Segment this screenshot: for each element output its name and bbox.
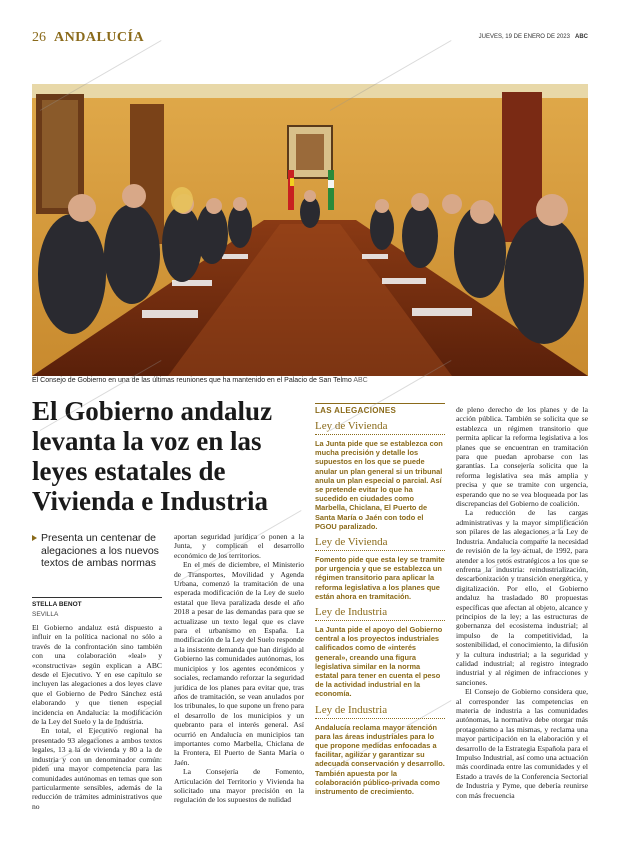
standfirst	[32, 532, 171, 570]
sidebar-kicker: LAS ALEGACIONES	[315, 403, 445, 415]
paragraph: de pleno derecho de los planes y de la acción pública. También se solicita que se establezca un régimen transitorio que permita aplicar la reforma legislativa a los planes que se encuentran en tramitación para que puedan aprobarse con las garantías. La consejería solicita que la reforma legislativa sea más amplia y precisa y que se tramite con urgencia, esperando que no se vea bloqueada por las discrepancias del Gobierno de coalición.	[456, 405, 588, 509]
caption-credit: ABC	[353, 377, 368, 384]
article-headline: El Gobierno andaluz levanta la voz en las leyes estatales de Vivienda e Industria	[32, 396, 273, 516]
sidebar-item-text: La Junta pide el apoyo del Gobierno central a los proyectos industriales calificados como de «interés general», creando una figura legislativa similar en la norma estatal para tener en cuenta el peso de la actividad industrial en la economía.	[315, 625, 443, 699]
paragraph: El Consejo de Gobierno considera que, al corresponder las competencias en materia de industria a las comunidades autónomas, la normativa debe otorgar más protagonismo a las mismas, y reclama una mayor participación en la elaboración y el desarrollo de la Estrategia Española para el Impulso Industrial, así como una actuación más coordinada entre las comunidades y el Estado a través de la Conferencia Sectorial de Industria y Pyme, que debería reunirse con más frecuencia	[456, 687, 588, 800]
article-photo	[32, 84, 588, 376]
sidebar-item-text: La Junta pide que se establezca con mucha precisión y detalle los supuestos en los que se puede anular un plan general si un tribunal anula un plan especial o parcial. Así se pretende evitar lo que ha sucedido en ciudades como Marbella, Chiclana, El Puerto de Santa María o Jaén con todo el PGOU paralizado.	[315, 439, 443, 531]
paragraph: La Consejería de Fomento, Articulación del Territorio y Vivienda ha solicitado una mayor precisión en la regulación de los supuestos de nulidad	[174, 767, 304, 805]
council-meeting-image	[32, 84, 588, 376]
sidebar-item-head: Ley de Industria	[315, 606, 445, 621]
page-header	[32, 30, 588, 50]
caption-text: El Consejo de Gobierno en una de las últimas reuniones que ha mantenido en el Palacio de San Telmo	[32, 377, 352, 384]
article-column-1	[32, 623, 162, 811]
section-title: ANDALUCÍA	[54, 30, 145, 45]
sidebar-item-text: Andalucía reclama mayor atención para las áreas industriales para lo que propone medidas enfocadas a facilitar, agilizar y garantizar su adecuada conservación y desarrollo. También apuesta por la colaboración público-privada como instrumento de crecimiento.	[315, 722, 445, 797]
brand-label: ABC	[575, 34, 588, 40]
dateline	[479, 34, 588, 40]
sidebar-item-head: Ley de Vivienda	[315, 420, 445, 435]
paragraph: En el mes de diciembre, el Ministerio de Transportes, Movilidad y Agenda Urbana, comenzó la tramitación de una esperada modificación de la Ley de suelo estatal que lleva paralizada desde el año 2018 a pesar de las demandas para que se actualizase un texto legal que es clave para el urbanismo en España. La modificación de la Ley del Suelo responde a la insistente demanda que han dirigido al Gobierno las comunidades autónomas, los municipios y los agentes económicos y sociales, reclamando reforzar la seguridad jurídica de los planes para evitar que, tras años de tramitación, se vean anulados por los tribunales, lo que supone un freno para el desarrollo de los municipios y un quebranto para el interés general. Así ocurrió en Andalucía en municipios tan importantes como Marbella, Chiclana de la Frontera, El Puerto de Santa María o Jaén.	[174, 560, 304, 767]
date-text: JUEVES, 19 DE ENERO DE 2023	[478, 34, 570, 40]
page-number: 26	[32, 30, 46, 45]
author-name: STELLA BENOT	[32, 601, 82, 608]
byline-rule	[32, 597, 162, 598]
paragraph: En total, el Ejecutivo regional ha presentado 93 alegaciones a ambos textos legales, 13 a la de vivienda y 80 a la de industria y con un denominador común: piden una mayor competencia para las comunidades autónomas en temas que son particularmente sensibles, además de la reducción de trámites administrativos que no	[32, 726, 162, 811]
standfirst-text: Presenta un centenar de alegaciones a los nuevos textos de ambas normas	[41, 532, 159, 569]
sidebar-item-head: Ley de Vivienda	[315, 536, 445, 551]
sidebar-item-head: Ley de Industria	[315, 704, 445, 719]
paragraph: aportan seguridad jurídica o ponen a la Junta, y complican el desarrollo económico de los territorios.	[174, 532, 304, 560]
photo-caption	[32, 377, 588, 384]
triangle-bullet-icon	[32, 535, 37, 541]
paragraph: El Gobierno andaluz está dispuesto a influir en la política nacional no sólo a través de la confrontación sino también con una colaboración «leal» y «constructiva» según explican a ABC desde el Ejecutivo. Y en ese capítulo se incluyen las alegaciones a dos leyes clave que el Gobierno de Pedro Sánchez está elaborando y que tienen especial incidencia en Andalucía: la modificación de la Ley del Suelo y la de Industria.	[32, 623, 162, 727]
paragraph: La reducción de las cargas administrativas y la mayor simplificación son pilares de las alegaciones a la Ley de Industria. Andalucía comparte la necesidad de revisión de la ley actual, de 1992, para atender a los retos estratégicos a los que se enfrenta la industria: reindustrialización, descarbonización y transición energética, y digitalización. Por ello, el Gobierno andaluz ha trasladado 80 propuestas específicas que afectan al objeto, alcance y principios de la ley; a las estructuras de gobernanza del ecosistema industrial; al impulso de la competitividad, la sostenibilidad, el conocimiento, la difusión y la cultura industrial; a la seguridad y calidad industrial; al registro integrado industrial y al régimen de infracciones y sanciones.	[456, 508, 588, 687]
sidebar-item-text: Fomento pide que esta ley se tramite por urgencia y que se establezca un régimen transitorio para aplicar la reforma legislativa a los planes que están ahora en tramitación.	[315, 555, 445, 601]
article-column-4	[456, 405, 588, 800]
author-location: SEVILLA	[32, 611, 59, 618]
